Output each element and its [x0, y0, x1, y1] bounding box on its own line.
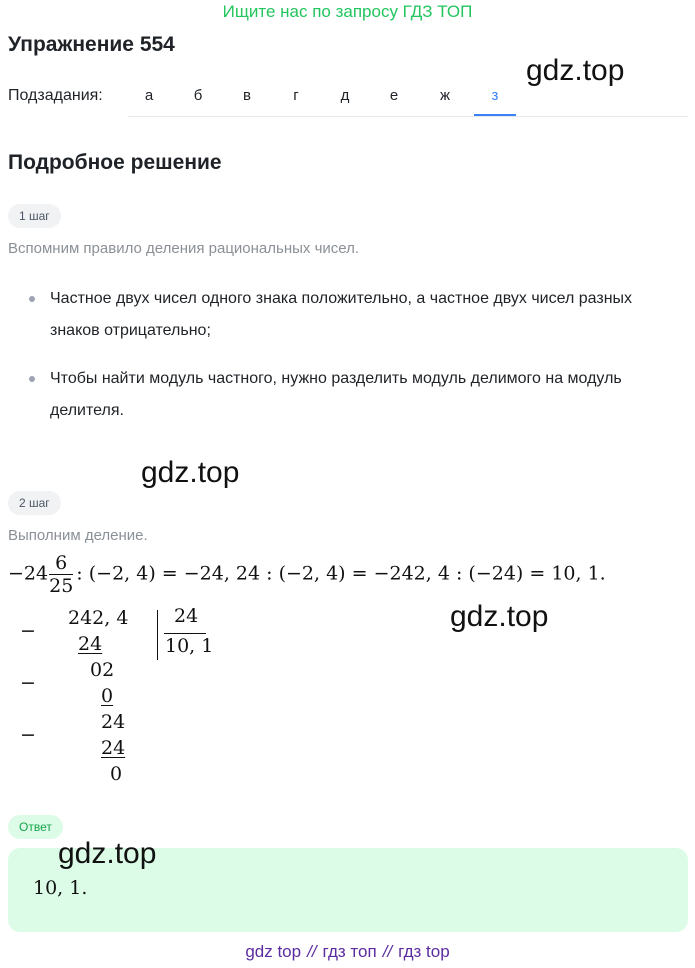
footer-link[interactable]: гдз top: [398, 942, 450, 961]
watermark: gdz.top: [141, 456, 240, 489]
subtasks-label: Подзадания:: [8, 87, 103, 104]
remainder: 24: [101, 711, 126, 733]
final-remainder: 0: [110, 763, 123, 785]
subtrahend: 0: [101, 685, 114, 707]
remainder: 02: [90, 659, 115, 681]
tab-e[interactable]: е: [389, 87, 399, 104]
watermark: gdz.top: [526, 54, 625, 87]
step-1-badge: 1 шаг: [8, 204, 61, 228]
minus-sign: −: [20, 620, 36, 642]
step-2-badge: 2 шаг: [8, 491, 61, 515]
tab-g[interactable]: г: [293, 87, 299, 104]
division-equation: [8, 552, 606, 597]
dividend: 242, 4: [68, 607, 129, 629]
tab-v[interactable]: в: [243, 87, 251, 104]
quotient: 10, 1: [165, 635, 214, 657]
subtrahend: 24: [78, 633, 103, 655]
subtasks-row: [8, 80, 688, 116]
whole-part: 24: [23, 562, 49, 585]
list-item: Частное двух чисел одного знака положительно, а частное двух чисел разных знаков отрицательно;: [24, 283, 664, 347]
equation-rest: : (−2, 4) = −24, 24 : (−2, 4) = −242, 4 : (−24) = 10, 1.: [76, 562, 606, 585]
subtasks-tabs: [128, 80, 688, 117]
page-title: Упражнение 554: [8, 33, 175, 56]
divisor: 24: [174, 605, 199, 627]
watermark: gdz.top: [58, 837, 157, 870]
tab-a[interactable]: а: [144, 87, 154, 104]
divisor-line: [164, 633, 206, 634]
fraction: [49, 552, 73, 597]
fraction-denominator: 25: [49, 575, 74, 597]
solution-title: Подробное решение: [8, 151, 222, 174]
rules-list: [24, 283, 664, 443]
footer-link[interactable]: gdz top: [245, 942, 302, 961]
minus-sign: −: [20, 724, 36, 746]
top-banner[interactable]: Ищите нас по запросу ГДЗ ТОП: [222, 2, 473, 21]
subtrahend: 24: [101, 737, 126, 759]
answer-value: 10, 1.: [33, 877, 88, 899]
footer-separator: //: [382, 942, 393, 961]
tab-zh[interactable]: ж: [439, 87, 451, 104]
list-item: Чтобы найти модуль частного, нужно разделить модуль делимого на модуль делителя.: [24, 363, 664, 427]
footer-links: [0, 942, 695, 962]
answer-badge: Ответ: [8, 815, 63, 839]
minus-sign: −: [8, 562, 24, 585]
minus-sign: −: [20, 672, 36, 694]
fraction-numerator: 6: [49, 552, 73, 575]
watermark: gdz.top: [450, 600, 549, 633]
tab-b[interactable]: б: [193, 87, 203, 104]
footer-separator: //: [307, 942, 317, 961]
step-2-intro: Выполним деление.: [8, 527, 148, 544]
footer-link[interactable]: гдз топ: [322, 942, 377, 961]
division-bar: [157, 610, 158, 660]
tab-z[interactable]: з: [474, 80, 516, 116]
tab-d[interactable]: д: [340, 87, 350, 104]
step-1-intro: Вспомним правило деления рациональных чисел.: [8, 240, 360, 257]
